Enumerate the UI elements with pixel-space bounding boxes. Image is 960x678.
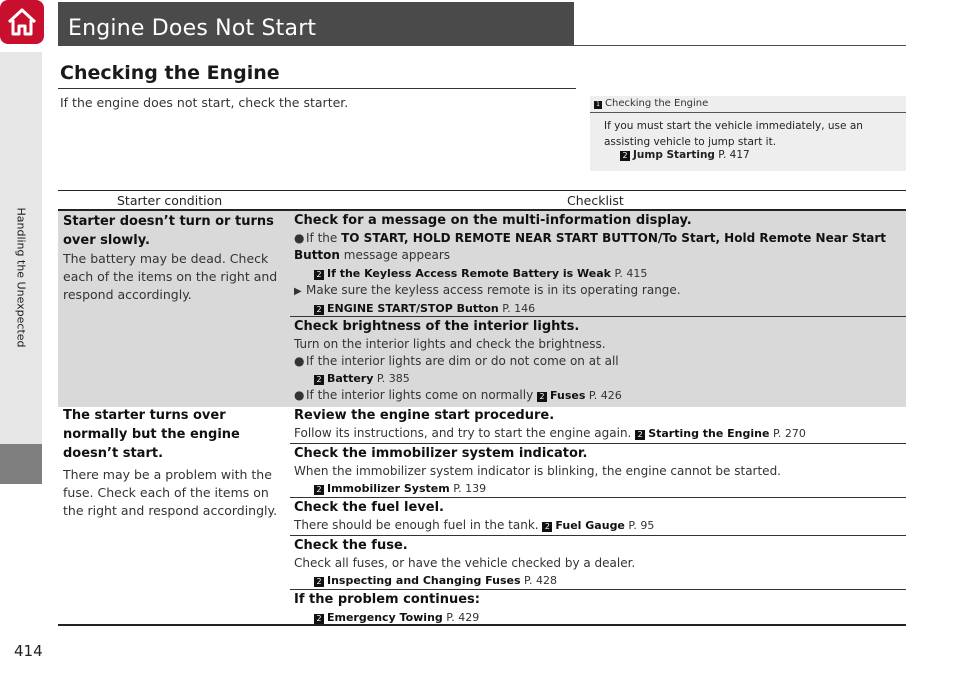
link-immobilizer-system[interactable]: 2 Immobilizer System P. 139 (294, 480, 904, 497)
checklist-immobilizer (294, 445, 904, 497)
check-4-text: When the immobilizer system indicator is blinking, the engine cannot be started. (294, 464, 781, 478)
condition-1-text: The battery may be dead. Check each of the items on the right and respond accordingly. (63, 251, 278, 302)
check-4-heading: Check the immobilizer system indicator. (294, 446, 588, 461)
check-1-bullet: ● If the TO START, HOLD REMOTE NEAR START BUTTON/To Start, Hold Remote Near Start Button message appears (294, 231, 887, 262)
table-bottom-rule (58, 624, 906, 626)
section-intro: If the engine does not start, check the starter. (60, 95, 349, 110)
note-body: If you must start the vehicle immediately, use an assisting vehicle to jump start it. (604, 120, 863, 148)
side-tab-marker (0, 444, 42, 484)
chapter-title: Engine Does Not Start (68, 16, 317, 41)
row-separator (290, 497, 906, 498)
bullet-icon: ● (294, 354, 305, 368)
condition-2 (63, 406, 283, 520)
row-separator (290, 316, 906, 317)
xref-arrow-icon: 2 (542, 522, 552, 532)
header-starter-condition: Starter condition (117, 193, 223, 208)
checklist-multi-info-display (294, 212, 904, 317)
check-5-text: There should be enough fuel in the tank. 2 Fuel Gauge P. 95 (294, 518, 655, 532)
side-tab-label[interactable]: Handling the Unexpected (14, 206, 28, 348)
xref-arrow-icon: 2 (537, 392, 547, 402)
check-1-heading: Check for a message on the multi-information display. (294, 213, 692, 228)
page-number: 414 (14, 642, 43, 660)
checklist-fuse (294, 537, 904, 589)
xref-arrow-icon: 2 (314, 614, 324, 624)
section-rule (58, 88, 576, 89)
condition-2-text: There may be a problem with the fuse. Check each of the items on the right and respond accordingly. (63, 467, 278, 518)
link-fuses[interactable]: 2 Fuses P. 426 (537, 389, 622, 402)
condition-1 (63, 212, 283, 304)
section-title: Checking the Engine (60, 62, 280, 84)
check-6-heading: Check the fuse. (294, 538, 408, 553)
checklist-fuel-level (294, 499, 904, 534)
home-icon (5, 5, 39, 39)
link-starting-engine[interactable]: 2 Starting the Engine P. 270 (635, 427, 806, 440)
note-icon: 1 (594, 101, 602, 109)
chapter-title-bar (58, 2, 574, 46)
check-3-heading: Review the engine start procedure. (294, 408, 555, 423)
bullet-icon: ● (294, 388, 305, 402)
row-separator (290, 443, 906, 444)
xref-arrow-icon: 2 (314, 270, 324, 280)
link-battery[interactable]: 2 Battery P. 385 (294, 370, 904, 387)
xref-arrow-icon: 2 (314, 577, 324, 587)
step-arrow-icon: ▶ (294, 286, 302, 297)
xref-arrow-icon: 2 (620, 151, 630, 161)
check-7-heading: If the problem continues: (294, 592, 480, 607)
note-heading: 1 Checking the Engine (594, 98, 708, 109)
link-keyless-battery[interactable]: 2 If the Keyless Access Remote Battery is Weak P. 415 (294, 265, 904, 282)
checklist-interior-lights (294, 318, 904, 404)
checklist-start-procedure (294, 407, 904, 442)
title-rule (58, 45, 906, 46)
condition-1-heading: Starter doesn’t turn or turns over slowly. (63, 214, 274, 248)
xref-arrow-icon: 2 (314, 305, 324, 315)
xref-arrow-icon: 2 (635, 430, 645, 440)
check-5-heading: Check the fuel level. (294, 500, 444, 515)
row-separator (290, 589, 906, 590)
link-inspecting-fuses[interactable]: 2 Inspecting and Changing Fuses P. 428 (294, 572, 904, 589)
note-link-jump-starting[interactable]: 2 Jump Starting P. 417 (620, 149, 750, 161)
condition-2-heading: The starter turns over normally but the engine doesn’t start. (63, 408, 240, 461)
link-fuel-gauge[interactable]: 2 Fuel Gauge P. 95 (542, 519, 654, 532)
xref-arrow-icon: 2 (314, 375, 324, 385)
check-3-text: Follow its instructions, and try to start the engine again. 2 Starting the Engine P. 270 (294, 426, 806, 440)
check-2-text: Turn on the interior lights and check the brightness. (294, 337, 606, 351)
check-2-bullet-2: ● If the interior lights come on normally 2 Fuses P. 426 (294, 388, 622, 402)
bullet-icon: ● (294, 231, 305, 245)
table-top-rule (58, 190, 906, 191)
check-1-step: ▶ Make sure the keyless access remote is in its operating range. (294, 282, 904, 300)
note-rule (590, 112, 906, 113)
home-button[interactable] (0, 0, 44, 44)
check-2-bullet-1: ● If the interior lights are dim or do not come on at all (294, 354, 619, 368)
link-emergency-towing[interactable]: 2 Emergency Towing P. 429 (294, 609, 904, 626)
header-checklist: Checklist (567, 193, 624, 208)
row-separator (290, 535, 906, 536)
xref-arrow-icon: 2 (314, 485, 324, 495)
link-engine-start-stop[interactable]: 2 ENGINE START/STOP Button P. 146 (294, 300, 904, 317)
checklist-problem-continues (294, 591, 904, 626)
check-6-text: Check all fuses, or have the vehicle checked by a dealer. (294, 556, 636, 570)
check-2-heading: Check brightness of the interior lights. (294, 319, 580, 334)
side-note (590, 96, 906, 171)
